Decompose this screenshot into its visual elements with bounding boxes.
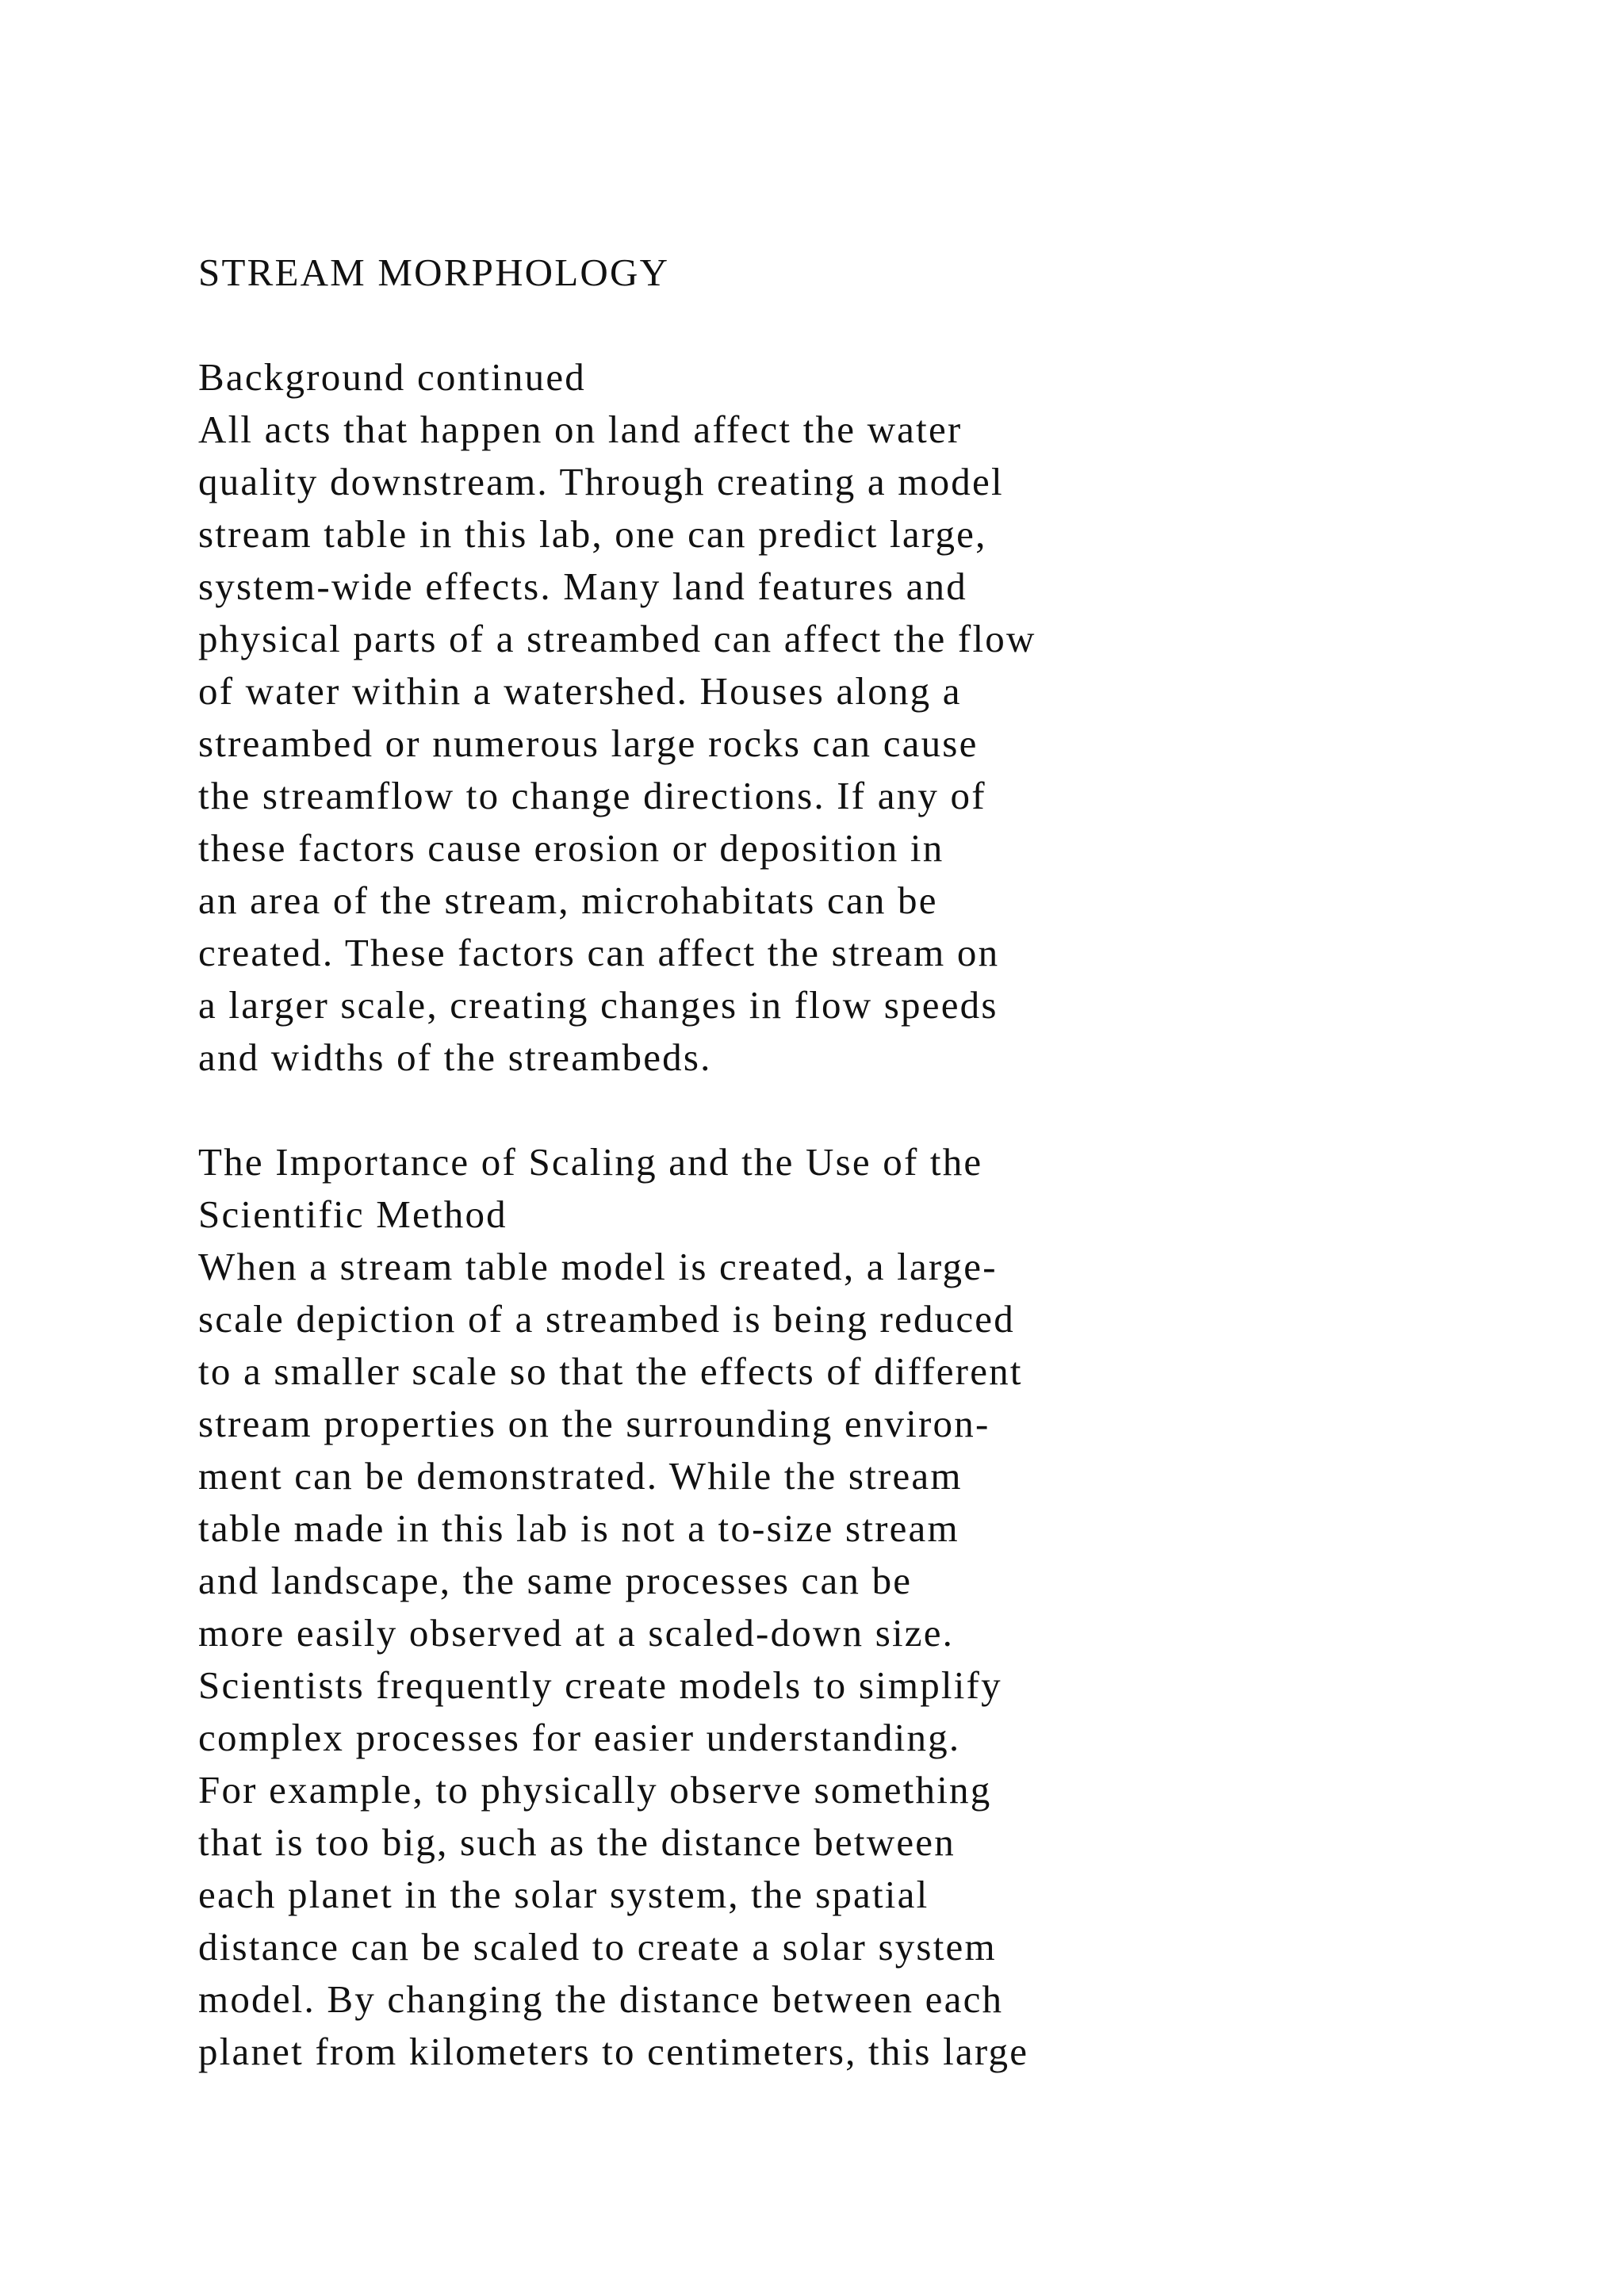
document-text — [198, 247, 1467, 2078]
paragraph-line: Scientists frequently create models to simplify — [198, 1663, 1002, 1707]
paragraph-line: to a smaller scale so that the effects of different — [198, 1349, 1023, 1393]
paragraph-line: and landscape, the same processes can be — [198, 1559, 913, 1602]
paragraph-line: an area of the stream, microhabitats can be — [198, 878, 938, 922]
section-heading: Background continued — [198, 355, 586, 399]
paragraph-line: each planet in the solar system, the spatial — [198, 1873, 929, 1916]
paragraph-line: a larger scale, creating changes in flow speeds — [198, 983, 998, 1027]
paragraph-line: planet from kilometers to centimeters, this large — [198, 2030, 1029, 2073]
paragraph-line: and widths of the streambeds. — [198, 1035, 712, 1079]
paragraph-line: created. These factors can affect the stream on — [198, 931, 1000, 974]
section-heading: Scientific Method — [198, 1192, 508, 1236]
paragraph-line: All acts that happen on land affect the water — [198, 408, 963, 451]
section-heading: The Importance of Scaling and the Use of the — [198, 1140, 983, 1184]
paragraph-line: model. By changing the distance between each — [198, 1977, 1004, 2021]
paragraph-line: complex processes for easier understanding. — [198, 1716, 961, 1759]
spacer — [198, 299, 1467, 351]
paragraph-line: quality downstream. Through creating a model — [198, 460, 1004, 503]
paragraph-line: distance can be scaled to create a solar system — [198, 1925, 997, 1969]
document-title: STREAM MORPHOLOGY — [198, 251, 670, 294]
paragraph-line: stream properties on the surrounding environ- — [198, 1402, 990, 1445]
paragraph-line: the streamflow to change directions. If any of — [198, 774, 986, 817]
paragraph-line: that is too big, such as the distance between — [198, 1820, 956, 1864]
paragraph-line: scale depiction of a streambed is being reduced — [198, 1297, 1015, 1341]
paragraph-line: more easily observed at a scaled-down size. — [198, 1611, 955, 1655]
paragraph-line: of water within a watershed. Houses along a — [198, 669, 962, 713]
paragraph-line: table made in this lab is not a to-size stream — [198, 1506, 959, 1550]
paragraph-line: When a stream table model is created, a large- — [198, 1245, 998, 1288]
paragraph-line: For example, to physically observe something — [198, 1768, 992, 1812]
paragraph-line: ment can be demonstrated. While the stream — [198, 1454, 963, 1498]
paragraph-line: stream table in this lab, one can predict large, — [198, 512, 987, 556]
paragraph-line: physical parts of a streambed can affect the flow — [198, 617, 1036, 660]
spacer — [198, 1084, 1467, 1136]
paragraph-line: system-wide effects. Many land features and — [198, 564, 967, 608]
paragraph-line: streambed or numerous large rocks can cause — [198, 721, 979, 765]
paragraph-line: these factors cause erosion or deposition in — [198, 826, 944, 870]
